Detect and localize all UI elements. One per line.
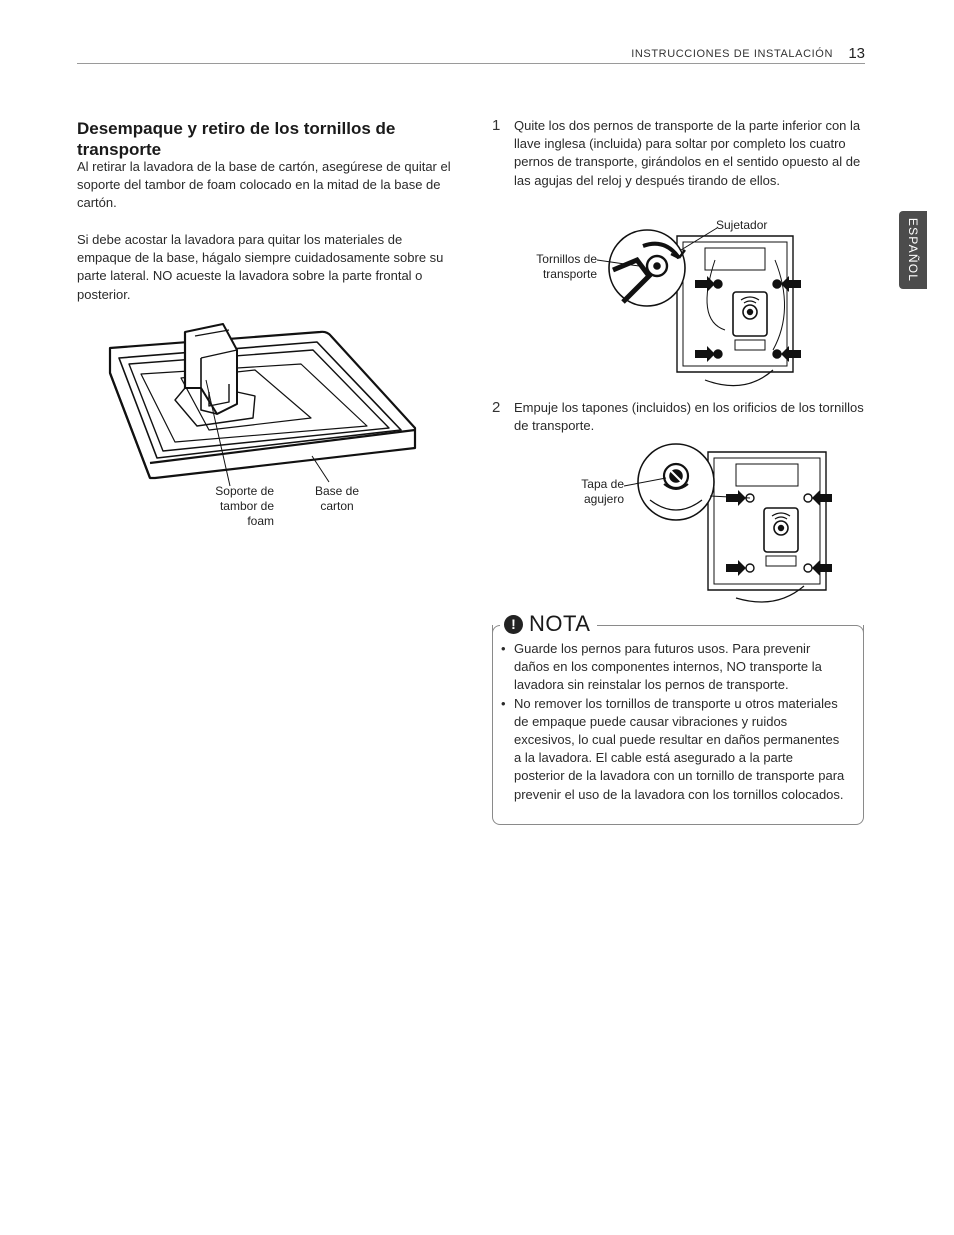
exclamation-icon: !: [504, 615, 523, 634]
step-2-text: Empuje los tapones (incluidos) en los orificios de los tornillos de transporte.: [514, 400, 864, 434]
note-list: [500, 640, 845, 804]
label-foam-support: Soporte de tambor de foam: [215, 484, 274, 528]
header-divider: [77, 63, 865, 64]
warning-paragraph: Si debe acostar la lavadora para quitar los materiales de empaque de la base, hágalo siempre cuidadosamente sobre su parte lateral. NO acueste la lavadora sobre la parte frontal o posterior.: [77, 232, 444, 302]
intro-paragraph: Al retirar la lavadora de la base de cartón, asegúrese de quitar el soporte del tambor de foam colocado en la mitad de la base de cartón.: [77, 159, 451, 211]
language-tab-label: ESPAÑOL: [906, 217, 920, 283]
step-2-number: 2: [492, 399, 501, 416]
page-number: 13: [848, 45, 865, 62]
note-item: • Guarde los pernos para futuros usos. Para prevenir daños en los componentes internos, NO transporte la lavadora sin reinstalar los pernos de transporte.: [501, 641, 822, 693]
header-title: INSTRUCCIONES DE INSTALACIÓN: [631, 48, 833, 60]
label-shipping-bolts: Tornillos de transporte: [536, 252, 597, 281]
note-item: • No remover los tornillos de transporte u otros materiales de empaque puede causar vibraciones y ruidos excesivos, lo cual puede resultar en daños permanentes a la lavadora. El cable está asegurado a la parte posterior de la lavadora con un tornillo de transporte para prevenir el uso de la lavadora con los tornillos colocados.: [501, 695, 845, 802]
washer-hole-caps-illustration: [620, 440, 835, 610]
step-1-text: Quite los dos pernos de transporte de la parte inferior con la llave inglesa (incluida) para soltar por completo los cuatro pernos de transporte, girándolos en el sentido opuesto al de las agujas del reloj y después tirando de ellos.: [514, 118, 861, 188]
section-title: Desempaque y retiro de los tornillos de transporte: [77, 119, 396, 159]
language-tab: [899, 211, 927, 289]
washer-back-bolts-illustration: [595, 220, 815, 395]
note-box-topline: [597, 625, 857, 626]
label-cardboard-base: Base de carton: [314, 484, 360, 513]
step-1-number: 1: [492, 117, 501, 134]
label-fastener: Sujetador: [716, 218, 768, 232]
note-heading: [504, 611, 594, 637]
cardboard-base-illustration: [105, 318, 420, 488]
label-hole-cap: Tapa de agujero: [581, 477, 624, 506]
note-title: NOTA: [529, 611, 591, 636]
